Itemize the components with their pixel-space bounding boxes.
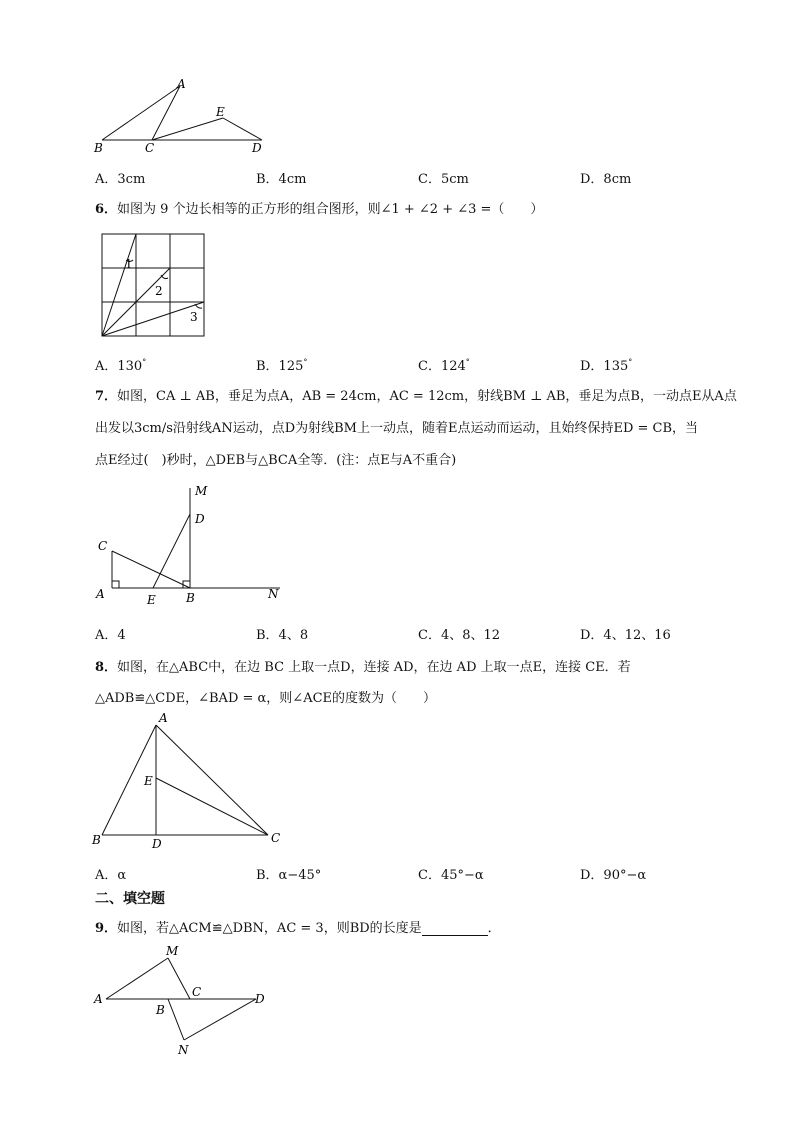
q8-label-c: C: [271, 831, 281, 845]
q5-label-b: B: [94, 141, 103, 155]
q7-question-line3: 点E经过( )秒时，△DEB与△BCA全等．(注：点E与A不重合): [95, 453, 457, 468]
q8-question-line1: [95, 656, 631, 675]
q6-grid-figure: [98, 230, 210, 340]
q9-question: [95, 917, 501, 936]
q9-label-c: C: [192, 985, 202, 999]
q7-option-b: B．4、8: [256, 628, 309, 643]
q7-number: 7．: [95, 389, 118, 404]
q5-option-c: C．5cm: [418, 172, 469, 187]
q6-option-a: A．130°: [95, 357, 147, 374]
q8-text-line1: 如图，在△ABC中，在边 BC 上取一点D，连接 AD，在边 AD 上取一点E，连接 CE．若: [117, 660, 631, 675]
q6-angle-1-label: 1: [125, 257, 133, 271]
q5-label-a: A: [177, 77, 186, 91]
q7-label-m: M: [195, 484, 208, 498]
q7-label-b: B: [186, 591, 195, 605]
q9-text-before: 如图，若△ACM≌△DBN，AC = 3，则BD的长度是: [117, 921, 422, 936]
q8-option-d: D．90°−α: [580, 868, 647, 883]
q7-label-c: C: [98, 539, 108, 553]
q8-option-b: B．α−45°: [256, 868, 322, 883]
q9-label-m: M: [166, 944, 179, 958]
q6-option-b: B．125°: [256, 357, 308, 374]
q6-option-c: C．124°: [418, 357, 470, 374]
q8-question-line2: △ADB≌△CDE，∠BAD = α，则∠ACE的度数为（ ）: [95, 691, 437, 706]
q8-option-c: C．45°−α: [418, 868, 484, 883]
q7-label-a: A: [96, 587, 105, 601]
q6-number: 6．: [95, 202, 118, 217]
q8-label-b: B: [92, 833, 101, 847]
q7-question-line2: 出发以3cm/s沿射线AN运动，点D为射线BM上一动点，随着E点运动而运动，且始终保持ED = CB，当: [95, 421, 699, 436]
q9-answer-blank[interactable]: [422, 923, 488, 936]
q9-text-after: ．: [487, 921, 501, 936]
q9-number: 9．: [95, 921, 118, 936]
section-heading: 二、填空题: [95, 891, 165, 907]
q9-label-b: B: [156, 1003, 165, 1017]
q6-text: 如图为 9 个边长相等的正方形的组合图形，则∠1 + ∠2 + ∠3 =（ ）: [117, 202, 544, 217]
q7-text-line1: 如图，CA ⊥ AB，垂足为点A，AB = 24cm，AC = 12cm，射线BM ⊥ AB，垂足为点B，一动点E从A点: [117, 389, 737, 404]
q7-label-e: E: [147, 593, 156, 607]
q9-label-d: D: [255, 992, 265, 1006]
q7-label-n: N: [268, 587, 279, 601]
q5-option-a: A．3cm: [95, 172, 146, 187]
q6-option-d: D．135°: [580, 357, 633, 374]
q8-number: 8．: [95, 660, 118, 675]
q6-angle-3-label: 3: [190, 310, 198, 324]
q8-figure: [88, 708, 288, 853]
q8-option-a: A．α: [95, 868, 127, 883]
q8-label-a: A: [159, 711, 168, 725]
q5-figure: [90, 76, 280, 158]
q9-label-n: N: [178, 1043, 189, 1057]
q5-label-c: C: [145, 141, 155, 155]
q9-label-a: A: [94, 992, 103, 1006]
q5-option-d: D．8cm: [580, 172, 632, 187]
q8-label-d: D: [152, 837, 162, 851]
q7-label-d: D: [195, 512, 205, 526]
q5-label-d: D: [252, 141, 262, 155]
q6-question: [95, 198, 543, 217]
q7-option-d: D．4、12、16: [580, 628, 671, 643]
q8-label-e: E: [144, 774, 153, 788]
q6-angle-2-label: 2: [155, 284, 163, 298]
q7-question-line1: [95, 385, 737, 404]
q7-option-a: A．4: [95, 628, 126, 643]
q9-figure: [90, 940, 280, 1060]
q5-option-b: B．4cm: [256, 172, 307, 187]
q5-label-e: E: [216, 105, 225, 119]
q7-figure: [92, 480, 292, 610]
q7-option-c: C．4、8、12: [418, 628, 501, 643]
